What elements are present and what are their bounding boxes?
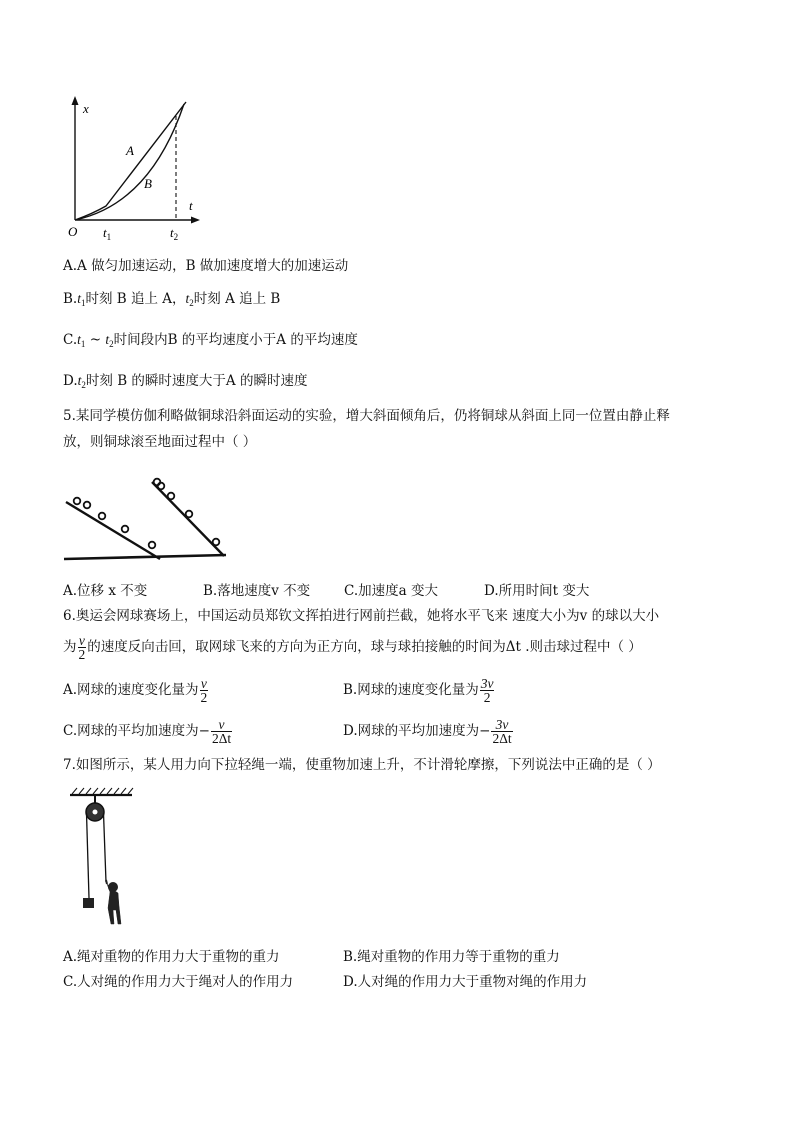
- q6-option-a-fraction: $\frac{v}{2}$: [200, 676, 208, 705]
- q4-option-a: A.A 做匀加速运动，B 做加速度增大的加速运动: [63, 258, 349, 274]
- q4-option-d-suffix: 时刻 B 的瞬时速度大于A 的瞬时速度: [85, 373, 308, 389]
- q5-option-c: C.加速度a 变大: [344, 583, 438, 599]
- q7-option-a: A.绳对重物的作用力大于重物的重力: [63, 949, 280, 965]
- balls-steep-incline: [154, 479, 220, 546]
- q4-option-d-t2: $t_2$: [77, 373, 86, 390]
- q5-option-d: D.所用时间t 变大: [484, 583, 590, 599]
- t1-label: $t_1$: [103, 225, 112, 242]
- q6-option-d: D.网球的平均加速度为− $\frac{3v}{2\Delta t}$: [343, 717, 512, 746]
- ground-line: [64, 555, 226, 559]
- q6-stem-line2-suffix: 的速度反向击回，取网球飞来的方向为正方向，球与球拍接触的时间为Δt .则击球过程中（ ）: [87, 639, 642, 655]
- t2-label: $t_2$: [170, 225, 179, 242]
- x-axis-label: t: [189, 198, 193, 213]
- q6-option-a: A.网球的速度变化量为 $\frac{v}{2}$: [63, 676, 208, 705]
- q7-option-c: C.人对绳的作用力大于绳对人的作用力: [63, 974, 294, 990]
- balls-low-incline: [74, 498, 156, 549]
- origin-label: O: [68, 224, 78, 239]
- q4-option-b-prefix: B.: [63, 291, 78, 307]
- ceiling-hatch: [72, 788, 133, 794]
- q4-option-c-tilde: ~: [85, 332, 106, 348]
- q7-option-b: B.绳对重物的作用力等于重物的重力: [343, 949, 560, 965]
- incline-figure: [60, 470, 230, 570]
- xt-graph-figure: [60, 92, 220, 242]
- q7-option-d: D.人对绳的作用力大于重物对绳的作用力: [343, 974, 588, 990]
- pulley-axle: [93, 810, 98, 815]
- pulley-figure: [66, 786, 156, 936]
- q6-stem-fraction: $\frac{v}{2}$: [78, 633, 86, 662]
- rope-to-person: [104, 813, 107, 882]
- q5-option-b: B.落地速度v 不变: [203, 583, 311, 599]
- q6-option-b-fraction: $\frac{3v}{2}$: [480, 676, 494, 705]
- curve-b-label: B: [144, 176, 152, 191]
- q5-stem-line2: 放，则铜球滚至地面过程中（ ）: [63, 434, 257, 450]
- q6-stem-line1: 6.奥运会网球赛场上，中国运动员郑钦文挥拍进行网前拦截，她将水平飞来 速度大小为v 的球以大小: [63, 608, 660, 624]
- q6-option-c: C.网球的平均加速度为− $\frac{v}{2\Delta t}$: [63, 717, 232, 746]
- weight-block: [83, 898, 94, 908]
- curve-a: [75, 102, 186, 220]
- q4-option-b-t1: $t_1$: [77, 291, 86, 308]
- y-axis-arrow: [72, 96, 79, 105]
- person-figure: [106, 880, 121, 924]
- q4-option-c-t2: $t_2$: [105, 332, 114, 349]
- q4-option-b: [63, 290, 280, 312]
- x-axis-arrow: [191, 217, 200, 224]
- q4-option-c-t1: $t_1$: [77, 332, 86, 349]
- q5-option-a: A.位移 x 不变: [63, 583, 148, 599]
- y-axis-label: x: [83, 101, 89, 116]
- rope-to-weight: [87, 813, 90, 898]
- q4-option-c: [63, 331, 358, 353]
- incline-low: [66, 502, 160, 559]
- q4-option-c-prefix: C.: [63, 332, 78, 348]
- q6-stem-line2-prefix: 为: [63, 639, 77, 655]
- q6-option-c-fraction: $\frac{v}{2\Delta t}$: [211, 717, 232, 746]
- q4-option-d: [63, 372, 307, 394]
- q4-option-c-suffix: 时间段内B 的平均速度小于A 的平均速度: [113, 332, 358, 348]
- q6-option-d-fraction: $\frac{3v}{2\Delta t}$: [492, 717, 512, 746]
- q6-stem-line2: [63, 632, 642, 662]
- q4-option-b-mid: 时刻 B 追上 A，: [85, 291, 186, 307]
- curve-a-label: A: [126, 143, 134, 158]
- q7-stem: 7.如图所示，某人用力向下拉轻绳一端，使重物加速上升，不计滑轮摩擦，下列说法中正确的是（ ）: [63, 757, 661, 773]
- q5-stem-line1: 5.某同学模仿伽利略做铜球沿斜面运动的实验，增大斜面倾角后，仍将铜球从斜面上同一位置由静止释: [63, 408, 670, 424]
- q4-option-b-t2: $t_2$: [185, 291, 194, 308]
- curve-b: [75, 104, 184, 220]
- q6-option-b: B.网球的速度变化量为 $\frac{3v}{2}$: [343, 676, 494, 705]
- q4-option-d-prefix: D.: [63, 373, 78, 389]
- q4-option-b-suffix: 时刻 A 追上 B: [193, 291, 281, 307]
